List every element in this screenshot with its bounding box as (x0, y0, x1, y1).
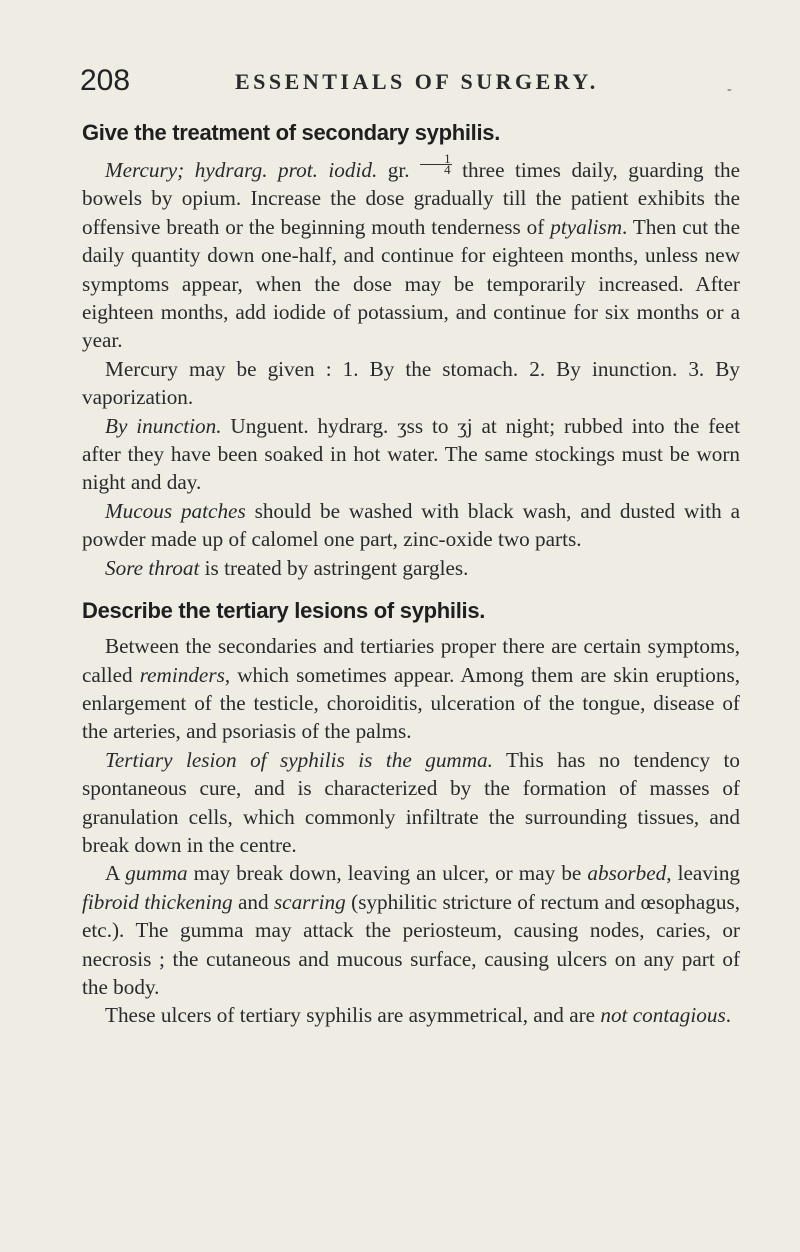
paragraph-sore-throat (82, 554, 740, 582)
paragraph-reminders (82, 632, 740, 746)
section-heading-tertiary-lesions: Describe the tertiary lesions of syphilis. (82, 598, 486, 624)
text-run: . Then cut the daily quantity down one-half, and continue for eighteen months, unless new symptoms appear, when the dose may be temporarily increased. After eighteen months, add iodide of potassium, and continue for six months or a year. (82, 214, 740, 353)
paragraph-mucous-patches (82, 497, 740, 554)
italic-lead: By inunction. (105, 413, 222, 438)
italic-lead: Sore throat (105, 555, 200, 580)
paragraph-inunction (82, 412, 740, 497)
text-run: Unguent. hydrarg. ʒss to ʒj at night; rubbed into the feet after they have been soaked in hot water. The same stockings must be worn night and day. (82, 413, 740, 495)
text-run: A (105, 861, 126, 886)
text-run: three times daily, guarding the bowels by opium. Increase the dose gradually till the patient exhibits the offensive breath or the beginning mouth tenderness of (82, 158, 740, 239)
italic-term: gumma (125, 861, 188, 886)
fraction (420, 151, 452, 177)
running-head (80, 64, 740, 104)
italic-lead: Tertiary lesion of syphilis is the gumma. (105, 747, 493, 772)
italic-lead: Mercury; hydrarg. prot. iodid. (105, 158, 378, 182)
text-run: may break down, leaving an ulcer, or may be (187, 861, 588, 886)
text-run: Between the secondaries and tertiaries proper there are certain symptoms, called (82, 634, 740, 687)
running-title: ESSENTIALS OF SURGERY. (235, 69, 599, 94)
page-content (82, 118, 740, 1030)
italic-term: ptyalism (550, 214, 623, 239)
section-heading-secondary-syphilis: Give the treatment of secondary syphilis. (82, 120, 501, 145)
text-run: (syphilitic stricture of rectum and œsophagus, etc.). The gumma may attack the periosteum, causing nodes, caries, or necrosis ; the cutaneous and mucous surface, causing ulcers on any part of the body. (82, 889, 740, 999)
italic-term: fibroid thickening (82, 889, 233, 914)
italic-term: absorbed (587, 861, 667, 886)
paragraph-mercury-routes: Mercury may be given : 1. By the stomach. 2. By inunction. 3. By vaporization. (82, 356, 740, 410)
text-run: is treated by astringent gargles. (199, 555, 469, 580)
paragraph-mercury-treatment (82, 151, 740, 355)
italic-term: not contagious (600, 1003, 726, 1028)
text-run: . (725, 1003, 732, 1028)
header-mark: - (727, 82, 732, 97)
text-run: This has no tendency to spontaneous cure, and is characterized by the formation of masses of granulation cells, which commonly infiltrate the surrounding tissues, and break down in the centre. (82, 747, 740, 857)
paragraph-gumma-outcomes (82, 859, 740, 1001)
italic-term: reminders (139, 662, 225, 687)
fraction-numerator: 1 (420, 154, 452, 165)
text-run: , which sometimes appear. Among them are skin eruptions, enlargement of the testicle, choroiditis, ulceration of the tongue, disease of the arteries, and psoriasis of the palms. (82, 662, 740, 744)
italic-term: scarring (273, 889, 346, 914)
text-run: , leaving (666, 861, 741, 886)
paragraph-gumma (82, 746, 740, 860)
text-run: gr. (377, 158, 421, 182)
text-run: should be washed with black wash, and dusted with a powder made up of calomel one part, zinc-oxide two parts. (82, 498, 740, 552)
text-run: and (232, 889, 274, 914)
text-run: These ulcers of tertiary syphilis are asymmetrical, and are (105, 1003, 601, 1028)
italic-lead: Mucous patches (105, 498, 246, 523)
paragraph-ulcers (82, 1001, 740, 1029)
page-number: 208 (80, 64, 131, 97)
fraction-denominator: 4 (444, 162, 451, 177)
